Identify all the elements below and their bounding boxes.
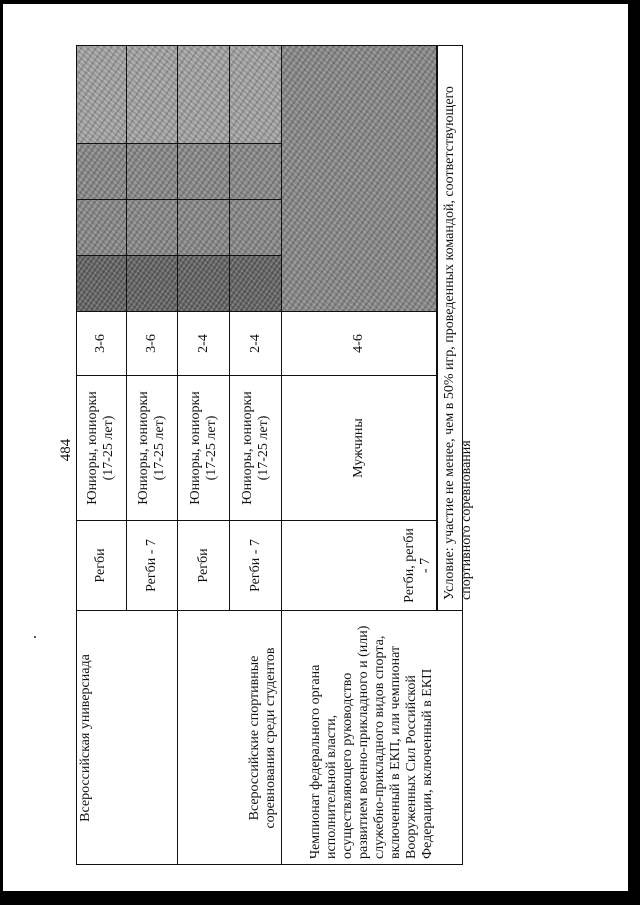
shaded-cell <box>230 143 282 199</box>
shaded-cell <box>230 255 282 311</box>
age-group: Юниоры, юниорки (17-25 лет) <box>85 391 116 505</box>
age-group: Юниоры, юниорки (17-25 лет) <box>136 391 167 505</box>
discipline-name: Регби, регби - 7 <box>402 528 433 603</box>
shaded-cell <box>230 199 282 255</box>
landscape-page <box>56 45 474 865</box>
shaded-cell <box>127 143 178 199</box>
group-cell <box>178 375 230 520</box>
discipline-name: Регби - 7 <box>144 539 159 592</box>
scan-border-left <box>0 0 3 905</box>
shaded-cell <box>178 45 230 143</box>
places-value: 3-6 <box>144 334 159 353</box>
shaded-cell <box>178 255 230 311</box>
places-cell <box>127 311 178 375</box>
places-cell <box>230 311 282 375</box>
event-cell-military <box>282 610 463 865</box>
discipline-cell <box>230 520 282 610</box>
rugby-table <box>76 45 474 865</box>
shaded-cell <box>127 199 178 255</box>
discipline-cell <box>127 520 178 610</box>
age-group: Мужчины <box>351 418 366 478</box>
shaded-cell <box>127 255 178 311</box>
shaded-cell <box>76 255 127 311</box>
rotated-page <box>56 45 474 865</box>
discipline-name: Регби <box>195 548 211 583</box>
places-value: 3-6 <box>93 334 108 353</box>
shaded-cell <box>282 45 437 311</box>
shaded-cell <box>76 143 127 199</box>
event-name: Всероссийские спортивные соревнования среди студентов <box>247 647 278 829</box>
places-value: 2-4 <box>195 334 211 353</box>
shaded-cell <box>178 143 230 199</box>
discipline-name: Регби - 7 <box>247 539 263 592</box>
discipline-cell <box>76 520 127 610</box>
group-cell <box>127 375 178 520</box>
places-cell <box>178 311 230 375</box>
group-cell <box>76 375 127 520</box>
discipline-name: Регби <box>93 548 108 583</box>
page-number: 484 <box>58 438 74 462</box>
age-group: Юниоры, юниорки (17-25 лет) <box>239 391 271 505</box>
scan-border-bottom <box>0 891 640 905</box>
scan-border-right <box>628 0 640 905</box>
condition-text: Условие: участие не менее, чем в 50% игр, проведенных командой, соответствующего спортивного соревнования <box>442 86 474 600</box>
places-value: 4-6 <box>351 334 366 353</box>
discipline-cell <box>282 520 437 610</box>
shaded-cell <box>127 45 178 143</box>
event-name: Всероссийская универсиада <box>78 654 93 822</box>
discipline-cell <box>178 520 230 610</box>
event-cell-students <box>178 610 282 865</box>
event-name: Чемпионат федерального органа исполнительной власти, осуществляющего руководство развитием военно-прикладного и (или) служебно-прикладного видов спорта, включенный в ЕКП, или чемпионат Вооруженных Сил Российской Федерации, включенный в ЕКП <box>308 625 435 859</box>
group-cell <box>230 375 282 520</box>
shaded-cell <box>76 45 127 143</box>
places-cell <box>282 311 437 375</box>
event-cell-universiade <box>76 610 178 865</box>
condition-note <box>437 45 474 610</box>
scan-border-top <box>0 0 640 4</box>
scan-speck <box>34 636 36 638</box>
group-cell <box>282 375 437 520</box>
age-group: Юниоры, юниорки (17-25 лет) <box>187 391 219 505</box>
places-cell <box>76 311 127 375</box>
shaded-cell <box>76 199 127 255</box>
shaded-cell <box>230 45 282 143</box>
places-value: 2-4 <box>247 334 263 353</box>
shaded-cell <box>178 199 230 255</box>
